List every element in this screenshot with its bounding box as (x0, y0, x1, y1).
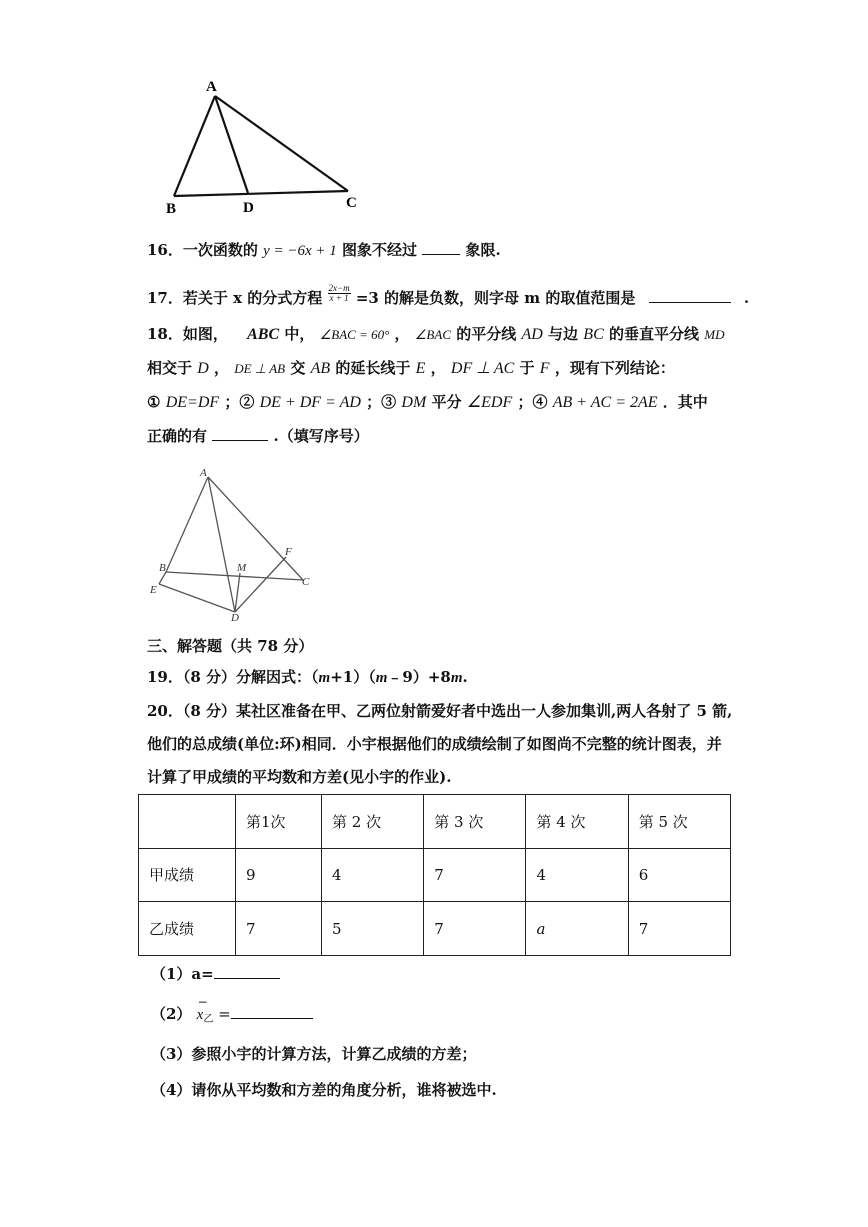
q18-math: AB (310, 360, 331, 377)
q18-math: DF ⊥ AC (450, 360, 515, 377)
q18-math: E (415, 360, 426, 377)
q17-end: . (743, 289, 750, 307)
q18-math: D (197, 360, 209, 377)
sub2-var: x (196, 1007, 204, 1023)
q18-math: DE=DF (165, 394, 220, 411)
label-b: B (166, 201, 177, 217)
q19-var: m (318, 670, 331, 686)
sub1-text: （1）a= (151, 965, 214, 983)
q16-formula: y = −6x + 1 (263, 243, 337, 259)
q18-text: .（填写序号） (273, 427, 369, 445)
q19-text: +1）（ (330, 668, 376, 686)
subquestion-2 (151, 995, 313, 1030)
q18-math: ∠EDF (466, 394, 513, 411)
q18-math: ∠BAC (414, 327, 451, 342)
table-cell: 9 (236, 848, 322, 902)
q18-math: BC (583, 326, 604, 343)
table-cell: 7 (236, 902, 322, 956)
table-cell: 7 (424, 848, 526, 902)
line-dm (235, 573, 240, 612)
side-ac (215, 96, 348, 191)
table-row (139, 902, 731, 956)
label-c: C (302, 576, 310, 588)
q18-text: 的垂直平分线 (608, 325, 699, 343)
table-cell: a (526, 902, 628, 956)
line-ad (208, 477, 235, 612)
label-m: M (237, 562, 247, 574)
q18-text: ；④ (517, 393, 548, 411)
q18-math: DM (401, 394, 427, 411)
triangle-figure-2 (148, 462, 318, 622)
x-bar-symbol (196, 995, 214, 1030)
question-20-line-2: 他们的总成绩(单位:环)相同．小宇根据他们的成绩绘制了如图尚不完整的统计图表，并 (147, 735, 722, 753)
sub2-subscript: 乙 (203, 1014, 214, 1025)
q18-text: 正确的有 (147, 427, 208, 445)
sub2-text: （2） (151, 1005, 192, 1023)
label-f: F (285, 546, 292, 558)
q16-answer-blank (422, 240, 460, 255)
subquestion-1 (151, 964, 280, 984)
q18-text: 的平分线 (456, 325, 517, 343)
q18-math: F (539, 360, 550, 377)
q18-math: DE + DF = AD (259, 394, 361, 411)
q18-text: 中， (284, 325, 315, 343)
header-cell: 第 5 次 (628, 795, 730, 849)
q17-text: =3 的解是负数，则字母 m 的取值范围是 (355, 289, 636, 307)
q18-text: ；② (224, 393, 255, 411)
q16-suffix: 象限. (465, 241, 501, 259)
table-cell: 4 (322, 848, 424, 902)
q19-var: m (450, 670, 463, 686)
question-19 (147, 667, 468, 688)
line-ab (166, 477, 208, 572)
table-cell: 7 (424, 902, 526, 956)
q16-middle: 图象不经过 (342, 241, 418, 259)
header-cell (139, 795, 236, 849)
side-ab (174, 96, 215, 196)
question-18-line-4 (147, 426, 369, 446)
line-ac (208, 477, 303, 580)
q18-math: MD (704, 327, 725, 342)
q18-math: ABC (247, 326, 280, 343)
sub1-answer-blank (214, 964, 280, 979)
label-c: C (346, 195, 357, 211)
q18-text: ；③ (366, 393, 397, 411)
scores-table (138, 794, 731, 956)
q17-prefix: 17．若关于 x 的分式方程 (147, 289, 323, 307)
q18-math: ∠BAC = 60° (319, 327, 390, 342)
q18-math: AB + AC = 2AE (552, 394, 658, 411)
table-cell: 7 (628, 902, 730, 956)
row-label: 甲成绩 (139, 848, 236, 902)
q18-text: 平分 (431, 393, 462, 411)
label-d: D (243, 200, 254, 216)
q17-fraction-denominator: x + 1 (329, 292, 349, 303)
label-e: E (150, 584, 157, 596)
side-bc (174, 191, 348, 196)
q18-text: 交 (290, 359, 306, 377)
q18-math: AD (521, 326, 543, 343)
question-20-line-3: 计算了甲成绩的平均数和方差(见小宇的作业). (147, 768, 452, 786)
header-cell: 第 2 次 (322, 795, 424, 849)
q18-text: ，现有下列结论： (554, 359, 675, 377)
sub2-answer-blank (231, 1004, 313, 1019)
section-3-title: 三、解答题（共 78 分） (147, 637, 314, 655)
subquestion-3: （3）参照小宇的计算方法，计算乙成绩的方差； (151, 1045, 477, 1063)
q19-text: ﹣9）+8 (387, 668, 451, 686)
table-row (139, 848, 731, 902)
line-bc (166, 572, 303, 580)
label-a: A (200, 467, 207, 479)
header-cell: 第 4 次 (526, 795, 628, 849)
label-a: A (206, 79, 217, 95)
label-b: B (159, 562, 166, 574)
table-cell: 6 (628, 848, 730, 902)
q18-text: ， (214, 359, 230, 377)
q18-text: 与边 (548, 325, 579, 343)
q18-math: DE ⊥ AB (234, 361, 286, 376)
q19-var: m (375, 670, 388, 686)
question-18-line-3 (147, 392, 708, 413)
q17-fraction-numerator: 2x−m (328, 282, 350, 293)
subquestion-4: （4）请你从平均数和方差的角度分析，谁将被选中. (151, 1081, 497, 1099)
q17-fraction (328, 284, 351, 303)
segment-ad (215, 96, 248, 193)
q18-text: 于 (519, 359, 535, 377)
triangle-figure-1 (160, 76, 370, 221)
header-cell: 第1次 (236, 795, 322, 849)
question-17 (147, 282, 750, 308)
q16-prefix: 16．一次函数的 (147, 241, 258, 259)
table-cell: 4 (526, 848, 628, 902)
q19-text: . (462, 668, 468, 686)
question-20-line-1: 20．（8 分）某社区准备在甲、乙两位射箭爱好者中选出一人参加集训,两人各射了 5 箭, (147, 702, 733, 720)
q17-answer-blank (649, 288, 731, 303)
q18-text: ， (394, 325, 410, 343)
sub2-equals: = (213, 1005, 231, 1023)
q18-answer-blank (212, 426, 268, 441)
table-header-row (139, 795, 731, 849)
q18-text: ① (147, 393, 161, 411)
q18-text: 的延长线于 (335, 359, 411, 377)
bar-mark: − (197, 995, 208, 1009)
q18-text: 相交于 (147, 359, 193, 377)
q18-text: ， (430, 359, 446, 377)
line-ed (159, 584, 235, 612)
question-18-line-2 (147, 358, 675, 379)
q18-text: ．其中 (662, 393, 708, 411)
question-16 (147, 240, 501, 261)
table-cell: 5 (322, 902, 424, 956)
q18-text: 18．如图， (147, 325, 228, 343)
row-label: 乙成绩 (139, 902, 236, 956)
question-18-line-1 (147, 324, 724, 345)
q19-text: 19．（8 分）分解因式：（ (147, 668, 319, 686)
header-cell: 第 3 次 (424, 795, 526, 849)
label-d: D (231, 612, 239, 622)
